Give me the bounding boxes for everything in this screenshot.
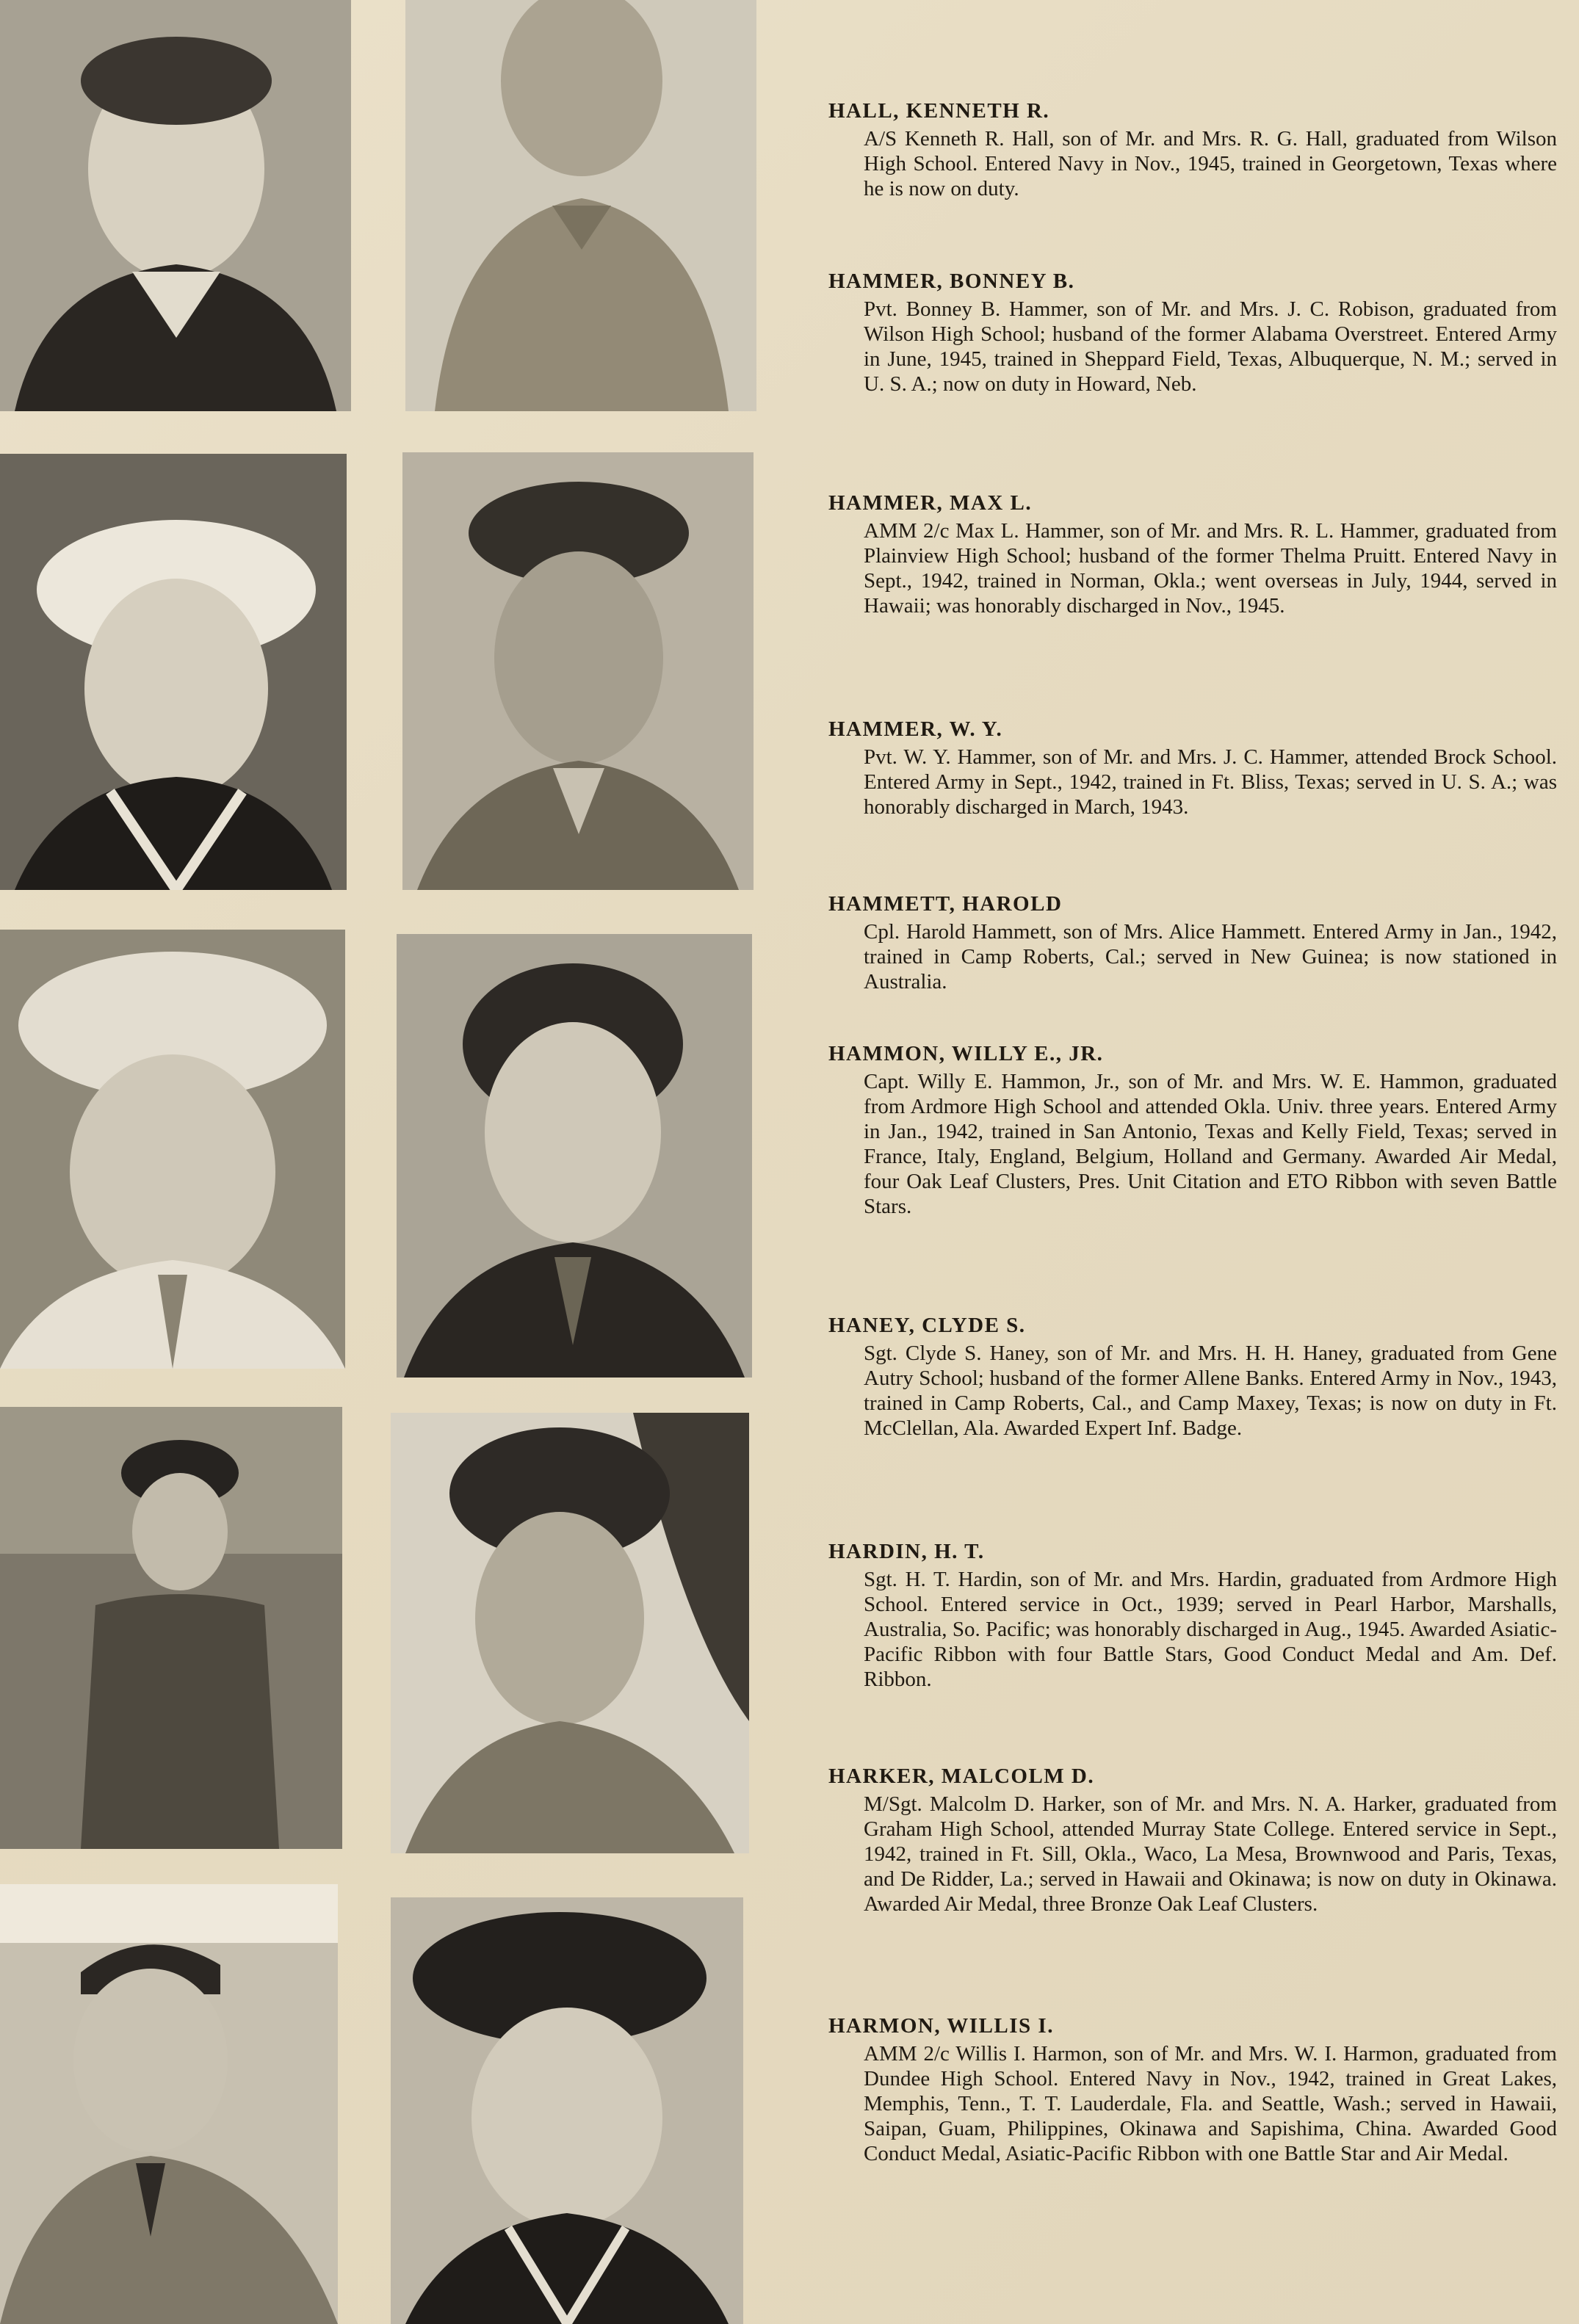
entry-name: HAMMETT, HAROLD <box>828 892 1063 916</box>
entry-haney-clyde <box>825 1313 1557 1441</box>
entry-name: HAMMON, WILLY E., JR. <box>828 1042 1104 1065</box>
portrait-khaki-icon <box>405 0 756 411</box>
entry-hammett-harold <box>825 891 1557 994</box>
entry-name: HARDIN, H. T. <box>828 1540 985 1563</box>
entry-harmon-willis <box>825 2013 1557 2166</box>
entry-name: HARMON, WILLIS I. <box>828 2014 1054 2038</box>
entry-body: Sgt. Clyde S. Haney, son of Mr. and Mrs. H. H. Haney, graduated from Gene Autry School; husband of the former Allene Banks. Entered Army in Nov., 1943, trained in Camp Roberts, Cal., and Camp Maxey, Texas; is now on duty in Ft. McClellan, Ala. Awarded Expert Inf. Badge. <box>864 1342 1557 1440</box>
photo-hammer-max <box>0 454 347 890</box>
portrait-full-body-icon <box>0 1407 342 1849</box>
portrait-navy-icon <box>0 0 351 411</box>
entry-hall-kenneth <box>825 98 1557 201</box>
entry-hammon-willy <box>825 1041 1557 1219</box>
portrait-army-cap-icon <box>391 1413 749 1853</box>
entry-body: AMM 2/c Willis I. Harmon, son of Mr. and Mrs. W. I. Harmon, graduated from Dundee High School. Entered Navy in Nov., 1942, trained in Great Lakes, Memphis, Tenn., T. T. Lauderdale, Fla. and Seattle, Wash.; served in Hawaii, Saipan, Guam, Philippines, Okinawa and Sapishima, China. Awarded Good Conduct Medal, Asiatic-Pacific Ribbon with one Battle Star and Air Medal. <box>864 2042 1557 2165</box>
portrait-navy-cap-icon <box>391 1897 743 2324</box>
photo-hardin-ht <box>391 1413 749 1853</box>
portrait-officer-icon <box>397 934 752 1378</box>
portrait-garrison-icon <box>0 1884 338 2324</box>
portrait-army-cap-icon <box>402 452 754 890</box>
entry-name: HANEY, CLYDE S. <box>828 1314 1026 1337</box>
photo-haney-clyde <box>0 1407 342 1849</box>
entry-hardin-ht <box>825 1539 1557 1692</box>
entry-harker-malcolm <box>825 1764 1557 1916</box>
entry-body: A/S Kenneth R. Hall, son of Mr. and Mrs. R. G. Hall, graduated from Wilson High School. Entered Navy in Nov., 1945, trained in Georgetown, Texas where he is now on duty. <box>864 127 1557 200</box>
photo-hammett-harold <box>0 930 345 1369</box>
photo-hammer-wy <box>402 452 754 890</box>
photo-hammer-bonney <box>405 0 756 411</box>
entry-name: HALL, KENNETH R. <box>828 99 1050 123</box>
entry-hammer-wy <box>825 717 1557 819</box>
entry-name: HAMMER, MAX L. <box>828 491 1033 515</box>
entry-body: Pvt. Bonney B. Hammer, son of Mr. and Mrs. J. C. Robison, graduated from Wilson High School; husband of the former Alabama Overstreet. Entered Army in June, 1945, trained in Sheppard Field, Texas, Albuquerque, N. M.; served in U. S. A.; now on duty in Howard, Neb. <box>864 297 1557 396</box>
entry-name: HARKER, MALCOLM D. <box>828 1764 1095 1788</box>
photo-harker-malcolm <box>0 1884 338 2324</box>
entry-body: Pvt. W. Y. Hammer, son of Mr. and Mrs. J. C. Hammer, attended Brock School. Entered Army in Sept., 1942, trained in Ft. Bliss, Texas; served in U. S. A.; was honorably discharged in March, 1943. <box>864 745 1557 819</box>
photo-hall-kenneth <box>0 0 351 411</box>
entry-body: M/Sgt. Malcolm D. Harker, son of Mr. and Mrs. N. A. Harker, graduated from Graham High School, attended Murray State College. Entered service in Sept., 1942, trained in Ft. Sill, Okla., Waco, La Mesa, Brownwood and Paris, Texas, and De Ridder, La.; served in Hawaii and Okinawa; is now on duty in Okinawa. Awarded Air Medal, three Bronze Oak Leaf Clusters. <box>864 1792 1557 1916</box>
entry-name: HAMMER, W. Y. <box>828 717 1003 741</box>
entry-body: Cpl. Harold Hammett, son of Mrs. Alice Hammett. Entered Army in Jan., 1942, trained in Camp Roberts, Cal.; served in New Guinea; is now stationed in Australia. <box>864 920 1557 993</box>
entry-body: AMM 2/c Max L. Hammer, son of Mr. and Mrs. R. L. Hammer, graduated from Plainview High School; husband of the former Thelma Pruitt. Entered Navy in Sept., 1942, trained in Norman, Okla.; went overseas in July, 1944, served in Hawaii; was honorably discharged in Nov., 1945. <box>864 519 1557 618</box>
portrait-white-cap-icon <box>0 930 345 1369</box>
entry-body: Sgt. H. T. Hardin, son of Mr. and Mrs. Hardin, graduated from Ardmore High School. Entered service in Oct., 1939; served in Pearl Harbor, Marshalls, Australia, So. Pacific; was honorably discharged in Aug., 1945. Awarded Asiatic-Pacific Ribbon with four Battle Stars, Good Conduct Medal and Am. Def. Ribbon. <box>864 1568 1557 1691</box>
entry-body: Capt. Willy E. Hammon, Jr., son of Mr. and Mrs. W. E. Hammon, graduated from Ardmore High School and attended Okla. Univ. three years. Entered Army in Jan., 1942, trained in San Antonio, Texas and Kelly Field, Texas; served in France, Italy, England, Belgium, Holland and Germany. Awarded Air Medal, four Oak Leaf Clusters, Pres. Unit Citation and ETO Ribbon with seven Battle Stars. <box>864 1070 1557 1218</box>
photo-column <box>0 0 764 2324</box>
portrait-sailor-icon <box>0 454 347 890</box>
entry-name: HAMMER, BONNEY B. <box>828 269 1075 293</box>
entry-hammer-max <box>825 490 1557 618</box>
photo-hammon-willy <box>397 934 752 1378</box>
entry-hammer-bonney <box>825 269 1557 397</box>
photo-harmon-willis <box>391 1897 743 2324</box>
